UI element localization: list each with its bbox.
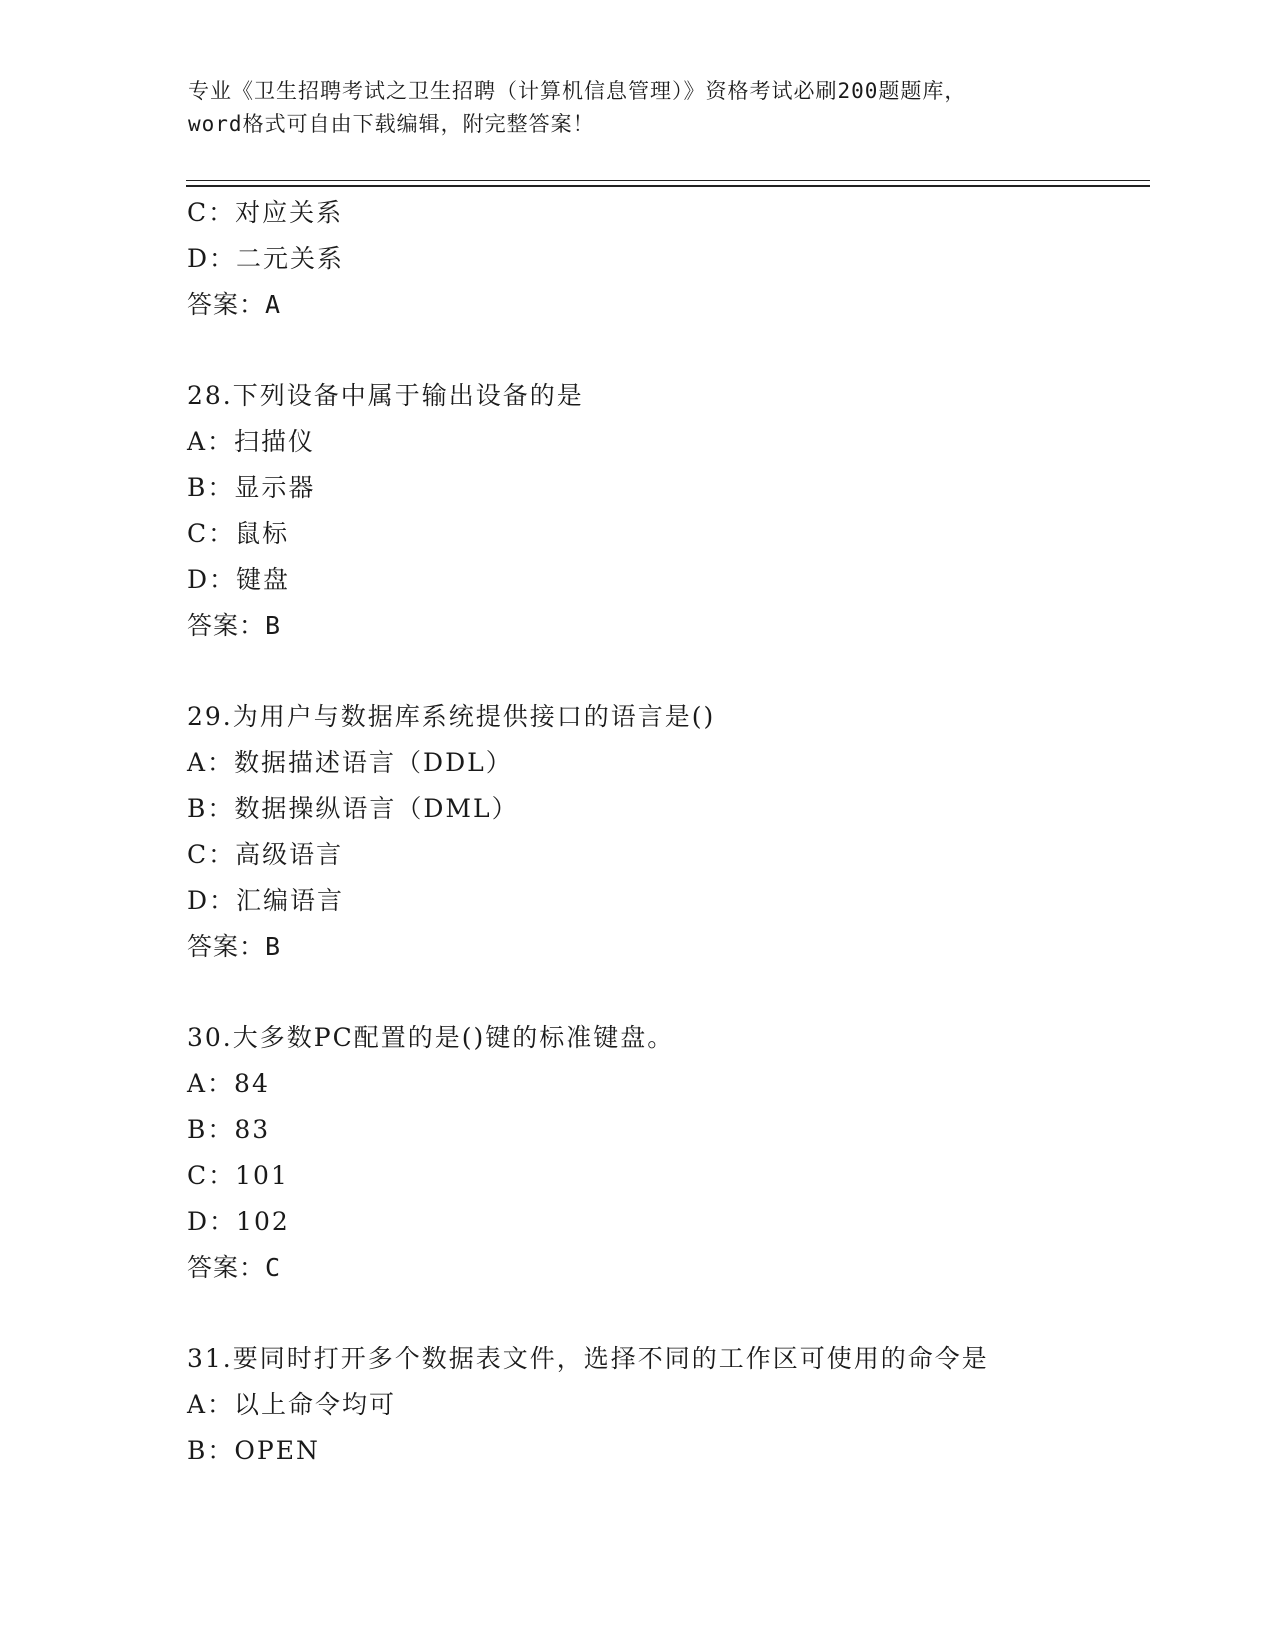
spacer xyxy=(187,649,1147,694)
question-list xyxy=(187,190,1147,1474)
option-a: A：扫描仪 xyxy=(187,427,316,456)
answer: 答案：B xyxy=(187,611,282,640)
option-d: D：键盘 xyxy=(187,565,291,594)
header-rule-thick xyxy=(186,185,1150,187)
option-b: B：显示器 xyxy=(187,473,316,502)
spacer xyxy=(187,328,1147,373)
document-header xyxy=(188,75,1088,141)
question-title: 28.下列设备中属于输出设备的是 xyxy=(187,381,584,410)
question-title: 30.大多数PC配置的是()键的标准键盘。 xyxy=(187,1023,675,1052)
header-line-1: 专业《卫生招聘考试之卫生招聘（计算机信息管理）》资格考试必刷200题题库， xyxy=(188,79,967,103)
answer: 答案：C xyxy=(187,1253,282,1282)
question-27-continued xyxy=(187,190,1147,328)
question-28 xyxy=(187,373,1147,649)
header-rule-thin xyxy=(186,180,1150,181)
option-a: A：以上命令均可 xyxy=(187,1390,397,1419)
question-title: 31.要同时打开多个数据表文件，选择不同的工作区可使用的命令是 xyxy=(187,1344,989,1373)
option-d: D：102 xyxy=(187,1207,290,1236)
answer: 答案：A xyxy=(187,290,282,319)
question-30 xyxy=(187,1015,1147,1291)
answer: 答案：B xyxy=(187,932,282,961)
spacer xyxy=(187,1291,1147,1336)
option-b: B：数据操纵语言（DML） xyxy=(187,794,519,823)
question-31 xyxy=(187,1336,1147,1474)
option-d: D：汇编语言 xyxy=(187,886,345,915)
question-title: 29.为用户与数据库系统提供接口的语言是() xyxy=(187,702,716,731)
option-a: A：数据描述语言（DDL） xyxy=(187,748,513,777)
option-c: C：101 xyxy=(187,1161,289,1190)
option-c: C：高级语言 xyxy=(187,840,344,869)
option-b: B：OPEN xyxy=(187,1436,320,1465)
header-line-2: word格式可自由下载编辑，附完整答案！ xyxy=(188,112,595,136)
option-c: C：对应关系 xyxy=(187,198,344,227)
option-b: B：83 xyxy=(187,1115,271,1144)
option-c: C：鼠标 xyxy=(187,519,290,548)
option-a: A：84 xyxy=(187,1069,270,1098)
spacer xyxy=(187,970,1147,1015)
option-d: D：二元关系 xyxy=(187,244,345,273)
question-29 xyxy=(187,694,1147,970)
